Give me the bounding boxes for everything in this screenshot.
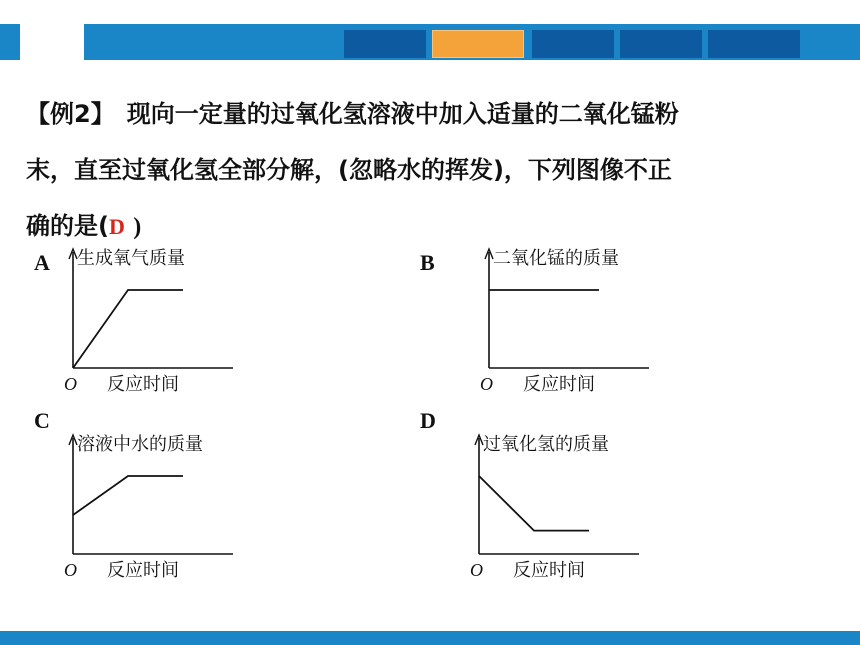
graph-a xyxy=(58,244,258,395)
header-tab-3 xyxy=(532,30,614,58)
answer-mark: D xyxy=(108,214,125,239)
origin-label: O xyxy=(64,374,77,394)
x-axis-label: 反应时间 xyxy=(107,374,179,395)
option-letter-b: B xyxy=(420,250,435,275)
graph-svg xyxy=(58,430,258,581)
graph-b xyxy=(474,244,674,395)
series-line xyxy=(73,290,183,368)
x-axis-label: 反应时间 xyxy=(513,560,585,581)
question-line-3-prefix: 确的是( xyxy=(26,212,109,240)
y-axis-label: 过氧化氢的质量 xyxy=(483,434,609,455)
x-axis-label: 反应时间 xyxy=(107,560,179,581)
question-text xyxy=(26,86,836,255)
question-line-1: 【例2】 现向一定量的过氧化氢溶液中加入适量的二氧化锰粉 xyxy=(26,100,679,128)
option-letter-c: C xyxy=(34,408,50,433)
header-tab-5 xyxy=(708,30,800,58)
option-letter-a: A xyxy=(34,250,50,275)
option-letter-d: D xyxy=(420,408,436,433)
graph-svg xyxy=(58,244,258,395)
graph-d xyxy=(464,430,664,581)
question-line-2: 末，直至过氧化氢全部分解，(忽略水的挥发)，下列图像不正 xyxy=(26,156,672,184)
series-line xyxy=(73,476,183,515)
origin-label: O xyxy=(64,560,77,580)
footer-bar xyxy=(0,631,860,645)
y-axis-label: 二氧化锰的质量 xyxy=(493,248,619,269)
graph-c xyxy=(58,430,258,581)
graph-svg xyxy=(474,244,674,395)
header-tab-active xyxy=(432,30,524,58)
header-bar-left xyxy=(0,24,20,60)
origin-label: O xyxy=(470,560,483,580)
series-line xyxy=(479,476,589,531)
graph-svg xyxy=(464,430,664,581)
header-tab-1 xyxy=(344,30,426,58)
x-axis-label: 反应时间 xyxy=(523,374,595,395)
y-axis-label: 生成氧气质量 xyxy=(77,248,185,269)
origin-label: O xyxy=(480,374,493,394)
header-tab-4 xyxy=(620,30,702,58)
question-line-3-suffix: ) xyxy=(133,214,142,240)
y-axis-label: 溶液中水的质量 xyxy=(77,434,203,455)
